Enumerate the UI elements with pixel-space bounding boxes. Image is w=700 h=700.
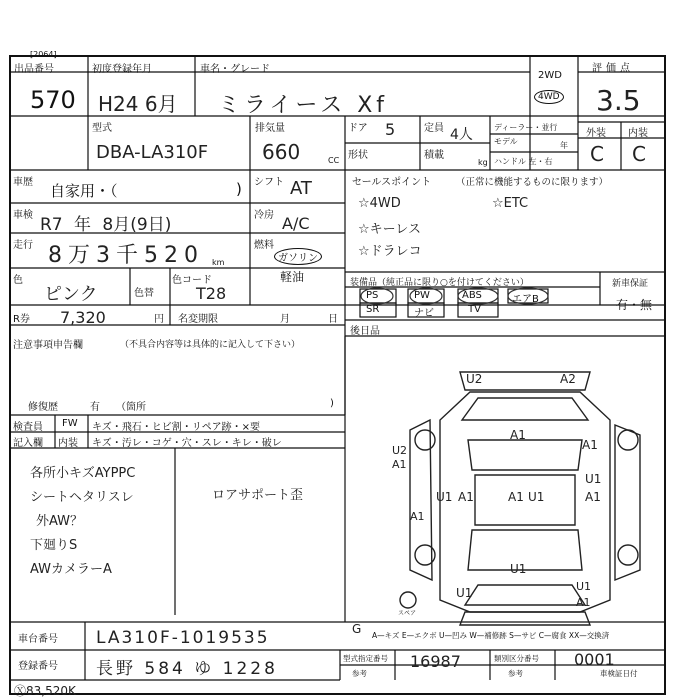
interior-label: 内装 [628, 128, 648, 139]
damage-mark: U1 [456, 586, 473, 600]
reg-label: 登録番号 [18, 661, 58, 672]
displacement-value: 660 [262, 140, 301, 164]
warranty-label: 新車保証 [612, 279, 649, 289]
damage-mark: A1 [576, 596, 591, 609]
equipment-label: 装備品（純正品に限り○を付けてください） [350, 278, 529, 288]
history-close-paren: ) [236, 180, 242, 198]
comment-line-1: 各所小キズAYPPC [30, 466, 136, 481]
drive-2wd: 2WD [538, 70, 562, 81]
fuel-gas-circled: ガソリン [274, 248, 322, 265]
chassis-value: LA310F-1019535 [96, 628, 270, 648]
entry-label: 記入欄 [13, 438, 43, 449]
ac-value: A/C [282, 214, 310, 233]
first-reg-value: H24 6月 [98, 92, 178, 116]
inspection-date-label: 車検証日付 [600, 669, 638, 678]
damage-mark: U1 [576, 580, 592, 593]
sales-point-dashcam: ☆ドラレコ [358, 244, 422, 259]
equipment-navi: ナビ [414, 308, 434, 319]
equipment-abs: ABS [462, 290, 482, 301]
certificate-ref-label: 参考 [352, 669, 367, 678]
doors-value: 5 [385, 120, 396, 139]
damage-mark: U1 [436, 490, 453, 504]
drive-4wd-circled: 4WD [534, 90, 564, 104]
recycle-value: 7,320 [60, 308, 106, 327]
color-value: ピンク [44, 284, 98, 305]
load-label: 積載 [424, 150, 444, 161]
mileage-value: 8万3千520 [48, 243, 204, 268]
category-value: 0001 [574, 650, 615, 669]
score-value: 3.5 [596, 84, 641, 117]
inspector-code: FW [62, 418, 78, 429]
day-label: 日 [328, 314, 338, 325]
repair-has: 有 [90, 402, 100, 413]
color-code-value: T28 [196, 284, 227, 303]
lot-label: 出品番号 [14, 64, 54, 75]
sales-point-etc: ☆ETC [492, 196, 529, 211]
seats-value: 4人 [450, 127, 473, 143]
model-year-label: モデル [494, 137, 518, 146]
color-change-label: 色替 [134, 288, 154, 299]
history-label: 車歴 [13, 177, 33, 188]
category-label: 類別区分番号 [494, 654, 539, 663]
sales-point-4wd: ☆4WD [358, 196, 401, 211]
interior-value: C [632, 142, 646, 166]
reg-value: 長野 584 ゆ 1228 [96, 659, 278, 679]
first-reg-label: 初度登録年月 [92, 64, 152, 75]
equipment-pw: PW [414, 290, 430, 301]
comment-line-2: シートヘタリスレ [30, 490, 134, 505]
history-value: 自家用・（ [50, 182, 118, 200]
equipment-tv: TV [468, 304, 481, 315]
rear-day-label: 後日品 [350, 326, 380, 337]
month-label: 月 [280, 314, 290, 325]
damage-legend: A—キズ E—エクボ U—凹み W—補修跡 S—サビ C—腐食 XX—交換済 [372, 631, 610, 640]
color-label: 色 [13, 275, 23, 286]
car-name-label: 車名・グレード [200, 64, 270, 75]
car-name-value: ミライース Xf [218, 93, 389, 118]
repair-location: （箇所 [116, 402, 146, 413]
spare-label: スペア [398, 610, 417, 617]
inspection-value: R7 年 8月(9日) [40, 215, 172, 235]
model-label: 型式 [92, 123, 112, 134]
chassis-label: 車台番号 [18, 634, 58, 645]
comment-line-5: AWカメラーA [30, 562, 112, 577]
damage-mark: A1 [585, 490, 601, 504]
damage-mark: A1 [392, 458, 407, 471]
inspection-label: 車検 [13, 210, 33, 221]
interior-entry-label: 内装 [58, 438, 78, 449]
load-unit: kg [478, 158, 488, 167]
comment-right: ロアサポート歪 [212, 488, 304, 503]
fuel-light-oil: 軽油 [280, 270, 305, 284]
damage-mark: U1 [585, 472, 602, 486]
name-change-label: 名変期限 [178, 314, 218, 325]
year-label: 年 [560, 141, 568, 150]
damage-mark: U2 [392, 444, 408, 457]
lot-number: 570 [30, 86, 76, 114]
damage-mark: A1 [582, 438, 598, 452]
category-ref-label: 参考 [508, 669, 523, 678]
doors-label: ドア [348, 123, 368, 134]
inspection-row1: キズ・飛石・ヒビ割・リペア跡・×要 [92, 422, 260, 433]
displacement-unit: CC [328, 156, 340, 165]
damage-mark: G [352, 622, 362, 636]
repair-history-label: 修復歴 [28, 402, 58, 413]
notes-sub: （不具合内容等は具体的に記入して下さい） [120, 340, 301, 350]
equipment-ps: PS [366, 290, 379, 301]
mileage-unit: km [212, 258, 225, 267]
damage-mark: A1 [510, 428, 526, 442]
damage-mark: U1 [528, 490, 545, 504]
score-label: 評価点 [592, 63, 634, 74]
ac-label: 冷房 [254, 210, 274, 221]
certificate-value: 16987 [410, 652, 461, 671]
damage-mark: A1 [410, 510, 425, 523]
comment-line-4: 下廻りS [30, 538, 78, 553]
mileage-label: 走行 [13, 240, 33, 251]
fuel-label: 燃料 [254, 240, 274, 251]
repair-close-paren: ) [330, 398, 334, 409]
exterior-label: 外装 [586, 128, 606, 139]
sales-points-note: （正常に機能するものに限ります） [456, 177, 609, 188]
inspector-label: 検査員 [13, 422, 43, 433]
damage-mark: U1 [510, 562, 527, 576]
equipment-sr: SR [366, 304, 380, 315]
seats-label: 定員 [424, 123, 444, 134]
lot-small-code: [2064] [30, 50, 57, 59]
bottom-mileage-note: Ⓧ83,520K [14, 684, 76, 698]
damage-mark: A1 [508, 490, 524, 504]
recycle-unit: 円 [154, 314, 164, 325]
displacement-label: 排気量 [255, 123, 285, 134]
sales-points-label: セールスポイント [352, 177, 432, 188]
recycle-label: R券 [13, 314, 30, 325]
comment-line-3: 外AW？ [36, 514, 84, 529]
certificate-label: 型式指定番号 [343, 654, 388, 663]
sales-point-keyless: ☆キーレス [358, 222, 422, 237]
color-code-label: 色コード [172, 275, 212, 286]
equipment-airbag: エアB [512, 294, 539, 305]
dealer-label: ディーラー・並行 [494, 123, 558, 132]
inspection-row2: キズ・汚レ・コゲ・穴・スレ・キレ・破レ [92, 438, 282, 449]
damage-mark: A2 [560, 372, 576, 386]
model-value: DBA-LA310F [96, 142, 209, 163]
shift-value: AT [290, 178, 312, 199]
shape-label: 形状 [348, 150, 368, 161]
damage-mark: A1 [458, 490, 474, 504]
exterior-value: C [590, 142, 604, 166]
handle-label: ハンドル 左・右 [494, 157, 553, 166]
notes-label: 注意事項申告欄 [13, 340, 83, 351]
warranty-value: 有・無 [616, 298, 653, 312]
damage-mark: U2 [466, 372, 483, 386]
shift-label: シフト [254, 177, 284, 188]
